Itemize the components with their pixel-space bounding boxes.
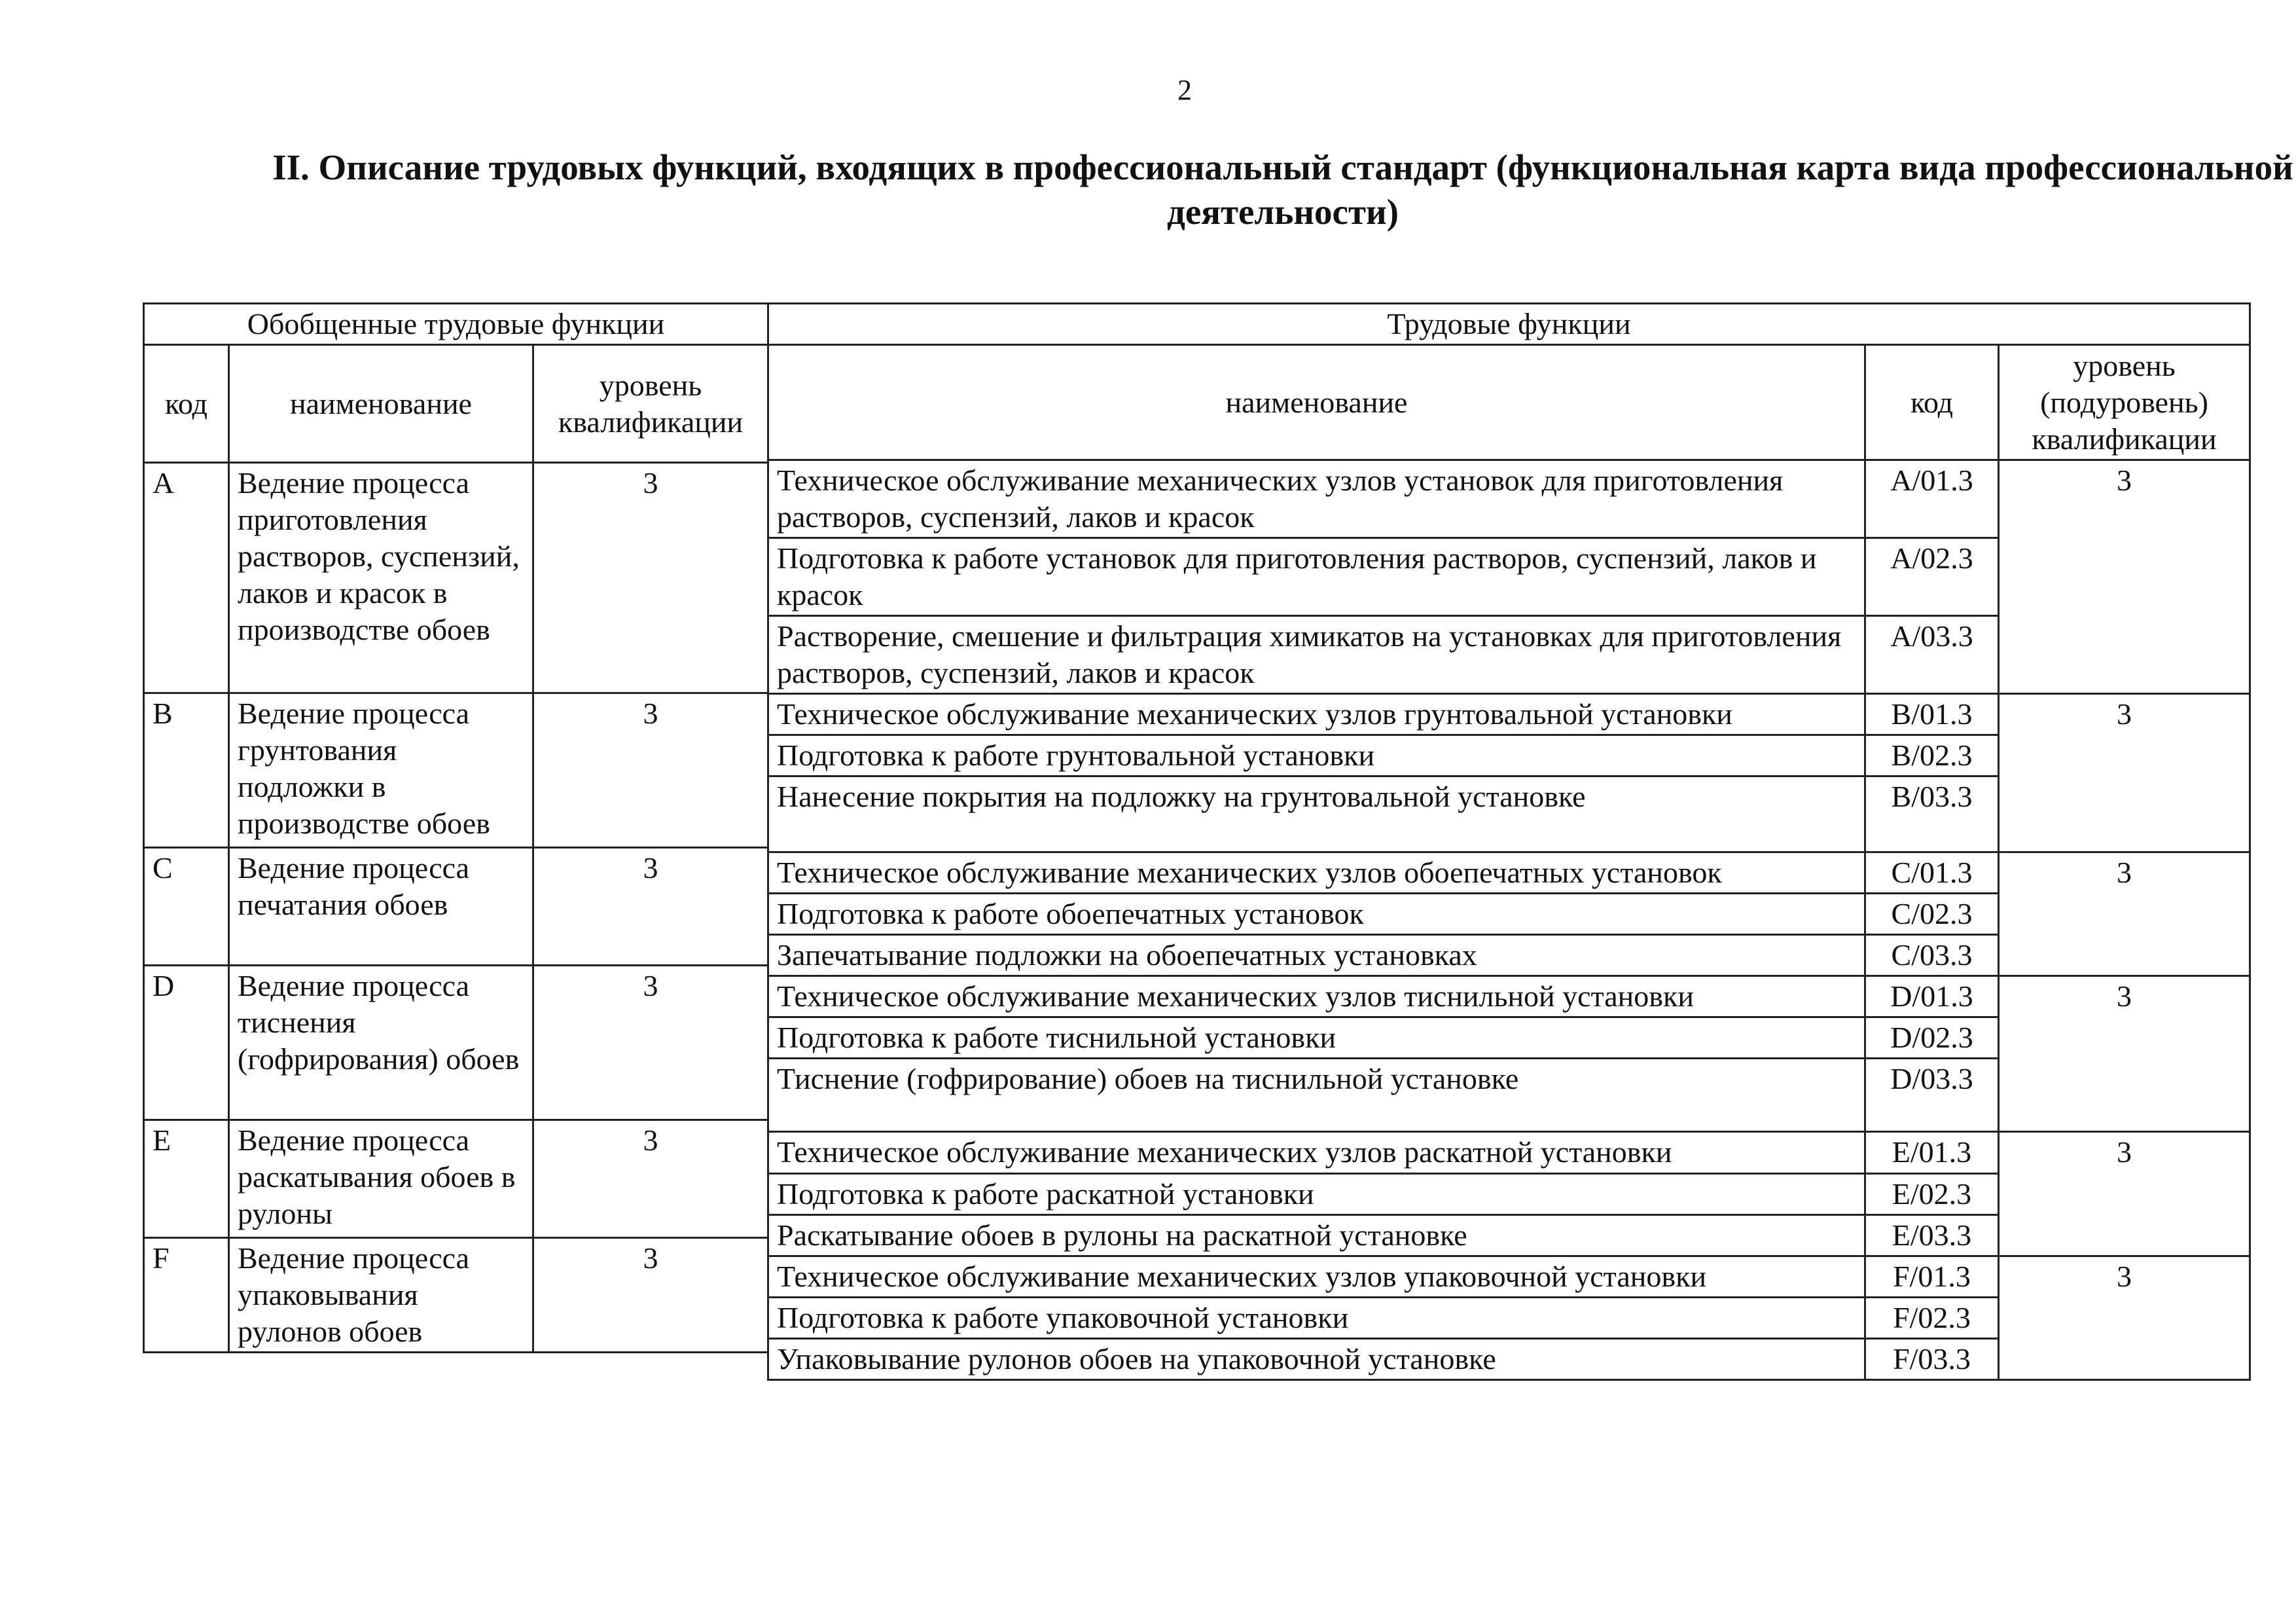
group-name: Ведение процесса тиснения (гофрирования) обоев (229, 966, 533, 1120)
function-code: B/01.3 (1865, 694, 1999, 735)
group-code: C (144, 848, 229, 966)
group-level: 3 (533, 693, 768, 848)
table-row (768, 694, 2250, 735)
function-sublevel: 3 (1999, 976, 2250, 1132)
function-name: Подготовка к работе обоепечатных установок (768, 894, 1865, 935)
function-code: C/01.3 (1865, 852, 1999, 894)
group-level: 3 (533, 848, 768, 966)
group-name: Ведение процесса печатания обоев (229, 848, 533, 966)
function-code: B/02.3 (1865, 735, 1999, 776)
function-sublevel: 3 (1999, 460, 2250, 694)
header-sublevel: уровень (подуровень) квалификации (1999, 345, 2250, 460)
group-code: E (144, 1120, 229, 1238)
page-number: 2 (1177, 74, 1192, 106)
function-code: E/01.3 (1865, 1132, 1999, 1174)
group-level: 3 (533, 463, 768, 693)
table-row (144, 1238, 768, 1353)
function-name: Упаковывание рулонов обоев на упаковочной установке (768, 1339, 1865, 1380)
function-code: A/02.3 (1865, 538, 1999, 616)
function-name: Техническое обслуживание механических узлов обоепечатных установок (768, 852, 1865, 894)
function-code: C/03.3 (1865, 935, 1999, 976)
function-name: Техническое обслуживание механических узлов упаковочной установки (768, 1256, 1865, 1298)
section-title: II. Описание трудовых функций, входящих в профессиональный стандарт (функциональная карта вида профессиональной деятельности) (272, 147, 2293, 232)
function-name: Нанесение покрытия на подложку на грунтовальной установке (768, 776, 1865, 852)
function-code: F/01.3 (1865, 1256, 1999, 1298)
function-code: F/03.3 (1865, 1339, 1999, 1380)
function-name: Подготовка к работе упаковочной установки (768, 1298, 1865, 1339)
table-row (768, 976, 2250, 1017)
function-name: Подготовка к работе грунтовальной установки (768, 735, 1865, 776)
header-code: код (144, 345, 229, 463)
header-name: наименование (229, 345, 533, 463)
header-function-name: наименование (768, 345, 1865, 460)
function-name: Техническое обслуживание механических узлов грунтовальной установки (768, 694, 1865, 735)
header-qualification-level: уровень квалификации (533, 345, 768, 463)
function-name: Растворение, смешение и фильтрация химикатов на установках для приготовления растворов, суспензий, лаков и красок (768, 616, 1865, 694)
table-row (144, 693, 768, 848)
group-code: B (144, 693, 229, 848)
function-code: A/03.3 (1865, 616, 1999, 694)
function-name: Подготовка к работе тиснильной установки (768, 1017, 1865, 1059)
labour-functions-table (767, 302, 2251, 1381)
table-row (144, 966, 768, 1120)
table-row (144, 1120, 768, 1238)
group-code: A (144, 463, 229, 693)
group-name: Ведение процесса раскатывания обоев в рулоны (229, 1120, 533, 1238)
function-code: A/01.3 (1865, 460, 1999, 538)
function-name: Подготовка к работе установок для приготовления растворов, суспензий, лаков и красок (768, 538, 1865, 616)
function-code: D/01.3 (1865, 976, 1999, 1017)
function-code: D/02.3 (1865, 1017, 1999, 1059)
group-level: 3 (533, 1238, 768, 1353)
function-name: Раскатывание обоев в рулоны на раскатной установке (768, 1215, 1865, 1256)
function-code: D/03.3 (1865, 1059, 1999, 1132)
group-level: 3 (533, 1120, 768, 1238)
function-code: E/02.3 (1865, 1174, 1999, 1215)
group-code: D (144, 966, 229, 1120)
group-code: F (144, 1238, 229, 1353)
table-row (768, 1132, 2250, 1174)
function-name: Техническое обслуживание механических узлов установок для приготовления растворов, суспензий, лаков и красок (768, 460, 1865, 538)
header-function-code: код (1865, 345, 1999, 460)
function-name: Запечатывание подложки на обоепечатных установках (768, 935, 1865, 976)
table-row (144, 463, 768, 693)
group-level: 3 (533, 966, 768, 1120)
function-sublevel: 3 (1999, 1132, 2250, 1256)
function-name: Техническое обслуживание механических узлов раскатной установки (768, 1132, 1865, 1174)
function-code: B/03.3 (1865, 776, 1999, 852)
table-row (144, 848, 768, 966)
function-code: E/03.3 (1865, 1215, 1999, 1256)
function-name: Подготовка к работе раскатной установки (768, 1174, 1865, 1215)
function-code: C/02.3 (1865, 894, 1999, 935)
header-labour-functions: Трудовые функции (768, 304, 2250, 345)
function-sublevel: 3 (1999, 1256, 2250, 1380)
function-name: Тиснение (гофрирование) обоев на тиснильной установке (768, 1059, 1865, 1132)
group-name: Ведение процесса упаковывания рулонов обоев (229, 1238, 533, 1353)
function-sublevel: 3 (1999, 852, 2250, 976)
generalized-functions-table (143, 302, 769, 1353)
function-name: Техническое обслуживание механических узлов тиснильной установки (768, 976, 1865, 1017)
table-row (768, 852, 2250, 894)
function-sublevel: 3 (1999, 694, 2250, 852)
functional-map-table (143, 302, 2249, 1376)
header-generalized-functions: Обобщенные трудовые функции (144, 304, 768, 345)
table-row (768, 460, 2250, 538)
group-name: Ведение процесса грунтования подложки в производстве обоев (229, 693, 533, 848)
table-row (768, 1256, 2250, 1298)
group-name: Ведение процесса приготовления растворов, суспензий, лаков и красок в производстве обоев (229, 463, 533, 693)
function-code: F/02.3 (1865, 1298, 1999, 1339)
